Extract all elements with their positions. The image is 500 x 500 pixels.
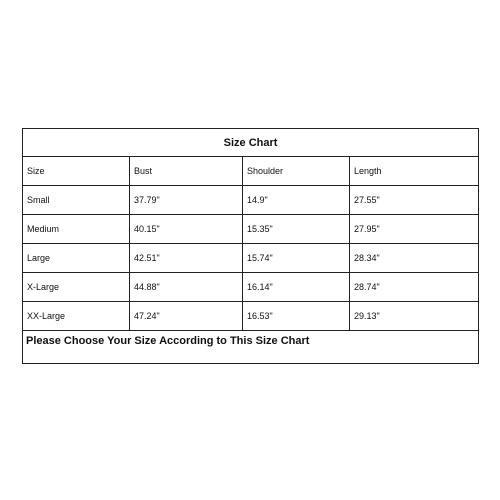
table-row xyxy=(23,186,479,215)
shoulder-cell: 15.74" xyxy=(243,244,350,273)
size-chart-table xyxy=(22,128,479,364)
chart-title: Size Chart xyxy=(23,129,479,157)
shoulder-cell: 16.14" xyxy=(243,273,350,302)
header-row xyxy=(23,157,479,186)
length-cell: 29.13" xyxy=(350,302,479,331)
bust-cell: 44.88" xyxy=(130,273,243,302)
header-size: Size xyxy=(23,157,130,186)
size-cell: X-Large xyxy=(23,273,130,302)
size-cell: Small xyxy=(23,186,130,215)
bust-cell: 40.15" xyxy=(130,215,243,244)
size-cell: Medium xyxy=(23,215,130,244)
header-shoulder: Shoulder xyxy=(243,157,350,186)
bust-cell: 42.51" xyxy=(130,244,243,273)
shoulder-cell: 16.53" xyxy=(243,302,350,331)
shoulder-cell: 14.9" xyxy=(243,186,350,215)
footer-row xyxy=(23,331,479,364)
length-cell: 27.55" xyxy=(350,186,479,215)
size-advice-note: Please Choose Your Size According to This Size Chart xyxy=(23,331,479,364)
length-cell: 28.34" xyxy=(350,244,479,273)
size-cell: Large xyxy=(23,244,130,273)
table-row xyxy=(23,244,479,273)
size-cell: XX-Large xyxy=(23,302,130,331)
table-row xyxy=(23,215,479,244)
title-row xyxy=(23,129,479,157)
table-row xyxy=(23,273,479,302)
length-cell: 27.95" xyxy=(350,215,479,244)
table-row xyxy=(23,302,479,331)
bust-cell: 37.79" xyxy=(130,186,243,215)
bust-cell: 47.24" xyxy=(130,302,243,331)
length-cell: 28.74" xyxy=(350,273,479,302)
shoulder-cell: 15.35" xyxy=(243,215,350,244)
header-bust: Bust xyxy=(130,157,243,186)
header-length: Length xyxy=(350,157,479,186)
